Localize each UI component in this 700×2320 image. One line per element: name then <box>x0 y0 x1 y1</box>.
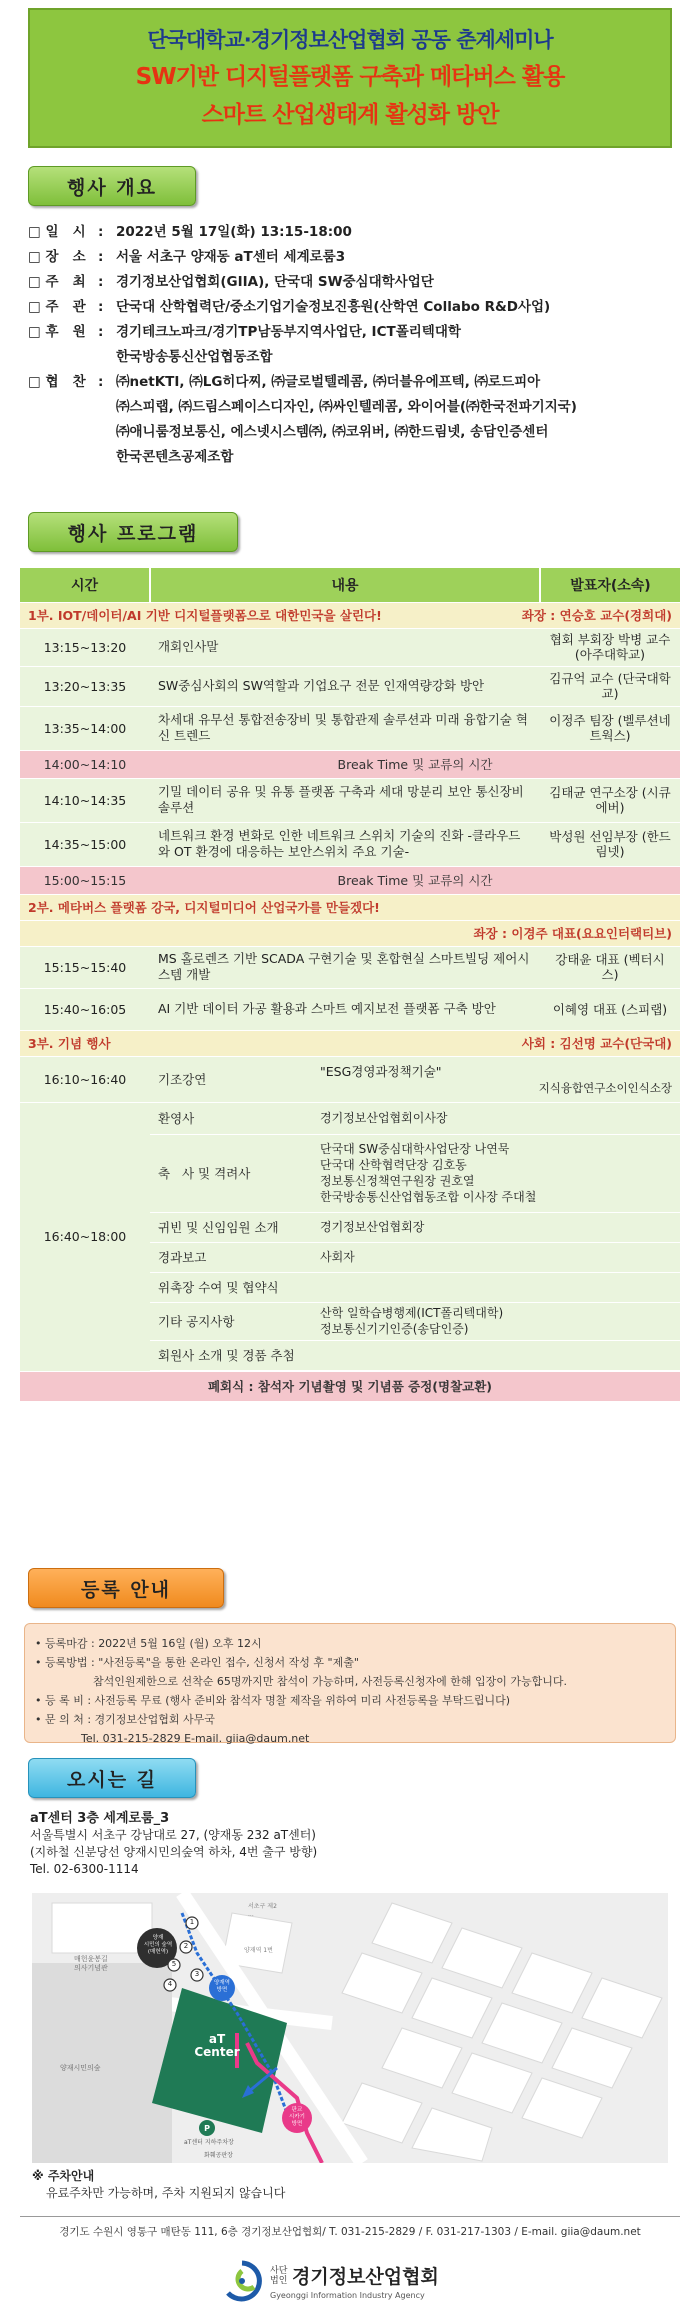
part-1-heading <box>20 602 680 628</box>
overview-row-supporters: □ 협 찬 : ㈜netKTI, ㈜LG히다찌, ㈜글로벌텔레콤, ㈜더블유에프텍, ㈜로드피아 <box>28 374 541 390</box>
venue-tel: Tel. 02-6300-1114 <box>30 1862 139 1876</box>
ceremony-item-detail: 산학 일학습병행제(ICT폴리텍대학) 정보통신기기인증(송담인증) <box>320 1306 504 1336</box>
map-label-seocho: 서초구 제2 ... <box>248 1903 277 1918</box>
keynote-title: "ESG경영과정책기술" <box>320 1064 442 1079</box>
section-title: 행사 프로그램 <box>67 522 199 545</box>
ceremony-item <box>150 1135 680 1213</box>
ceremony-list <box>150 1103 680 1371</box>
footer-divider <box>20 2216 680 2217</box>
column-header-time: 시간 <box>20 568 150 602</box>
exit-marker-1: 1 <box>189 1918 195 1926</box>
location-map[interactable] <box>32 1893 668 2163</box>
break-row: 14:00~14:10 Break Time 및 교류의 시간 <box>20 750 680 778</box>
venue-address: 서울특별시 서초구 강남대로 27, (양재동 232 aT센터) <box>30 1828 316 1842</box>
chair-label: 좌장 : 연승호 교수(경희대) <box>521 608 672 623</box>
section-tab-program <box>28 512 238 552</box>
table-row: 14:35~15:00 네트워크 환경 변화로 인한 네트워크 스위치 기술의 진화 -클라우드와 OT 환경에 대응하는 보안스위치 주요 기술- 박성원 선임부장 (한드림넷) <box>20 822 680 866</box>
logo-icon <box>220 2259 264 2303</box>
overview-continuation: 한국방송통신산업협동조합 <box>116 349 273 365</box>
ceremony-item-label: 회원사 소개 및 경품 추첨 <box>158 1348 295 1363</box>
table-row: 13:15~13:20 개회인사말 협회 부회장 박병 교수 (아주대학교) <box>20 628 680 666</box>
overview-row-venue: □ 장 소 : 서울 서초구 양재동 aT센터 세계로룸3 <box>28 249 346 265</box>
banner-line-3: 스마트 산업생태계 활성화 방안 <box>201 102 499 128</box>
ceremony-item <box>150 1273 680 1303</box>
overview-continuation: ㈜애니룸정보통신, 에스넷시스템㈜, ㈜코위버, ㈜한드림넷, 송담인증센터 <box>116 424 549 440</box>
part-2-heading <box>20 894 680 920</box>
map-label-at-center: aT Center <box>194 2032 240 2059</box>
section-title: 등록 안내 <box>80 1578 172 1601</box>
ceremony-item-label: 기타 공지사항 <box>158 1314 235 1329</box>
map-label-exit: 양재역 1번 <box>244 1947 273 1954</box>
closing-row: 폐회식 : 참석자 기념촬영 및 기념품 증정(명찰교환) <box>20 1371 680 1401</box>
table-row: 15:15~15:40 MS 홀로렌즈 기반 SCADA 구현기술 및 혼합현실 스마트빌딩 제어시스템 개발 강태윤 대표 (벡터시스) <box>20 946 680 988</box>
registration-contact: • 문 의 처 : 경기정보산업협회 사무국 <box>35 1713 215 1726</box>
registration-method: • 등록방법 : "사전등록"을 통한 온라인 접수, 신청서 작성 후 "제출" <box>35 1656 359 1669</box>
registration-deadline: • 등록마감 : 2022년 5월 16일 (월) 오후 12시 <box>35 1637 262 1650</box>
keynote-label: 기조강연 <box>158 1072 207 1087</box>
ceremony-item-label: 환영사 <box>158 1111 195 1126</box>
logo-name: 경기정보산업협회 <box>292 2266 439 2288</box>
section-title: 오시는 길 <box>66 1768 158 1791</box>
exit-marker-5: 5 <box>171 1960 177 1968</box>
ceremony-item-detail: 경기정보산업협회장 <box>320 1220 425 1234</box>
registration-fee: • 등 록 비 : 사전등록 무료 (행사 준비와 참석자 명찰 제작을 위하여 미리 사전등록을 부탁드립니다) <box>35 1694 511 1707</box>
ceremony-item-detail: 사회자 <box>320 1250 355 1264</box>
directions-text <box>30 1810 317 1878</box>
chair-label: 좌장 : 이경주 대표(요요인터랙티브) <box>473 926 672 941</box>
ceremony-item <box>150 1213 680 1243</box>
overview-continuation: 한국콘텐츠공제조합 <box>116 449 234 465</box>
ceremony-item-label: 위촉장 수여 및 협약식 <box>158 1280 279 1295</box>
table-row: 15:40~16:05 AI 기반 데이터 가공 활용과 스마트 예지보전 플랫폼 구축 방안 이혜영 대표 (스피랩) <box>20 988 680 1030</box>
overview-list <box>28 220 678 470</box>
ceremony-item-label: 경과보고 <box>158 1250 207 1265</box>
ceremony-item <box>150 1103 680 1135</box>
venue-room: aT센터 3층 세계로룸_3 <box>30 1811 170 1826</box>
ceremony-item-detail: 경기정보산업협회이사장 <box>320 1111 448 1125</box>
section-title: 행사 개요 <box>66 176 158 199</box>
subway-info: (지하철 신분당선 양재시민의숲역 하차, 4번 출구 방향) <box>30 1845 318 1859</box>
map-label-station: 양재 시민의 숲역 (매헌역) <box>143 1935 173 1955</box>
parking-title: ※ 주차안내 <box>32 2169 95 2183</box>
association-logo <box>220 2256 480 2306</box>
table-header-row <box>20 568 680 602</box>
map-label-yangjae: 양재역 방면 <box>214 1980 230 1993</box>
part-title: 1부. IOT/데이터/AI 기반 디지털플랫폼으로 대한민국을 살린다! <box>28 608 382 623</box>
ceremony-item <box>150 1303 680 1341</box>
registration-contact-tel: Tel. 031-215-2829 E-mail. giia@daum.net <box>81 1732 310 1745</box>
registration-method-note: 참석인원제한으로 선착순 65명까지만 참석이 가능하며, 사전등록신청자에 한해 입장이 가능합니다. <box>93 1675 567 1688</box>
ceremony-item-detail: 단국대 SW중심대학사업단장 나연묵 단국대 산학협력단장 김호동 정보통신정책연구원장 권호열 한국방송통신산업협동조합 이사장 주대철 <box>320 1142 537 1204</box>
footer-address: 경기도 수원시 영통구 매탄동 111, 6층 경기정보산업협회/ T. 031-215-2829 / F. 031-217-1303 / E-mail. giia@daum.net <box>59 2226 641 2238</box>
part-3-heading <box>20 1030 680 1056</box>
parking-info <box>32 2168 285 2202</box>
banner-line-2: SW기반 디지털플랫폼 구축과 메타버스 활용 <box>135 64 565 90</box>
map-label-memorial: 매헌윤봉길 의사기념관 <box>74 1955 108 1972</box>
logo-english: Gyeonggi Information Industry Agency <box>270 2291 425 2300</box>
table-row: 13:20~13:35 SW중심사회의 SW역할과 기업요구 전문 인재역량강화 방안 김규억 교수 (단국대학교) <box>20 666 680 706</box>
parking-note: 유료주차만 가능하며, 주차 지원되지 않습니다 <box>46 2186 286 2200</box>
program-table <box>20 568 680 1402</box>
ceremony-item <box>150 1243 680 1273</box>
overview-continuation: ㈜스피랩, ㈜드림스페이스디자인, ㈜싸인텔레콤, 와이어블(㈜한국전파기지국) <box>116 399 577 415</box>
column-header-speaker: 발표자(소속) <box>540 568 680 602</box>
map-label-forest: 양재시민의숲 <box>60 2064 101 2072</box>
exit-marker-4: 4 <box>167 1980 173 1988</box>
overview-row-date: □ 일 시 : 2022년 5월 17일(화) 13:15-18:00 <box>28 224 352 240</box>
section-tab-overview <box>28 166 196 206</box>
ceremony-item-label: 귀빈 및 신임임원 소개 <box>158 1220 279 1235</box>
event-banner <box>28 8 672 148</box>
ceremony-item-label: 축 사 및 격려사 <box>158 1166 251 1181</box>
part-2-chair-row <box>20 920 680 946</box>
overview-row-sponsor: □ 후 원 : 경기테크노파크/경기TP남동부지역사업단, ICT폴리텍대학 <box>28 324 461 340</box>
park-area <box>32 1963 172 2163</box>
part-title: 2부. 메타버스 플랫폼 강국, 디지털미디어 산업국가를 만들겠다! <box>28 900 380 915</box>
section-tab-directions <box>28 1758 196 1798</box>
keynote-speaker: 지식융합연구소이인식소장 <box>538 1081 672 1095</box>
break-row: 15:00~15:15 Break Time 및 교류의 시간 <box>20 866 680 894</box>
map-label-flower-market: 화훼공판장 <box>204 2152 233 2159</box>
map-svg <box>32 1893 668 2163</box>
column-header-content: 내용 <box>150 568 540 602</box>
table-row: 14:10~14:35 기밀 데이터 공유 및 유통 플랫폼 구축과 세대 망분리 보안 통신장비 솔루션 김태균 연구소장 (시큐에버) <box>20 778 680 822</box>
logo-small-text: 사단법인 <box>270 2265 288 2286</box>
section-tab-registration <box>28 1568 224 1608</box>
part-title: 3부. 기념 행사 <box>28 1036 111 1051</box>
parking-icon: P <box>204 2124 210 2133</box>
overview-row-host: □ 주 최 : 경기정보산업협회(GIIA), 단국대 SW중심대학사업단 <box>28 274 434 290</box>
overview-row-organizer: □ 주 관 : 단국대 산학협력단/중소기업기술정보진흥원(산학연 Collabo R&D사업) <box>28 299 551 315</box>
map-label-parking: aT센터 지하주차장 <box>184 2139 234 2146</box>
banner-line-1: 단국대학교·경기정보산업협회 공동 춘계세미나 <box>147 28 553 52</box>
table-row: 16:10~16:40 기조강연 "ESG경영과정책기술" 지식융합연구소이인식소장 <box>20 1056 680 1102</box>
chair-label: 사회 : 김선명 교수(단국대) <box>521 1036 672 1051</box>
exit-marker-3: 3 <box>194 1970 200 1978</box>
ceremony-item <box>150 1341 680 1371</box>
exit-marker-2: 2 <box>183 1942 189 1950</box>
table-row: 13:35~14:00 차세대 유무선 통합전송장비 및 통합관제 솔루션과 미래 융합기술 혁신 트렌드 이정주 팀장 (벨루션네트웍스) <box>20 706 680 750</box>
map-label-pangyo: 판교 시카기 방면 <box>289 2107 305 2127</box>
ceremony-block: 16:40~18:00 환영사 경기정보산업협회이사장 축 사 및 격려사 단국대 SW중심대학사업단장 나연묵 단국대 산학협력단장 김호동 정보통신정책연구원장 권호열 한국방송통신산업협동조합 이사장 주대철 귀빈 및 신임임원 소개 경기정보산업협회장 경과보고 사회자 위촉장 수여 및 협약식 기타 공지사항 산학 일학습병행제(ICT폴리텍대학) 정보통신기기인증(송담인증) 회원사 소개 및 경품 추첨 <box>20 1102 680 1371</box>
registration-box <box>24 1623 676 1743</box>
